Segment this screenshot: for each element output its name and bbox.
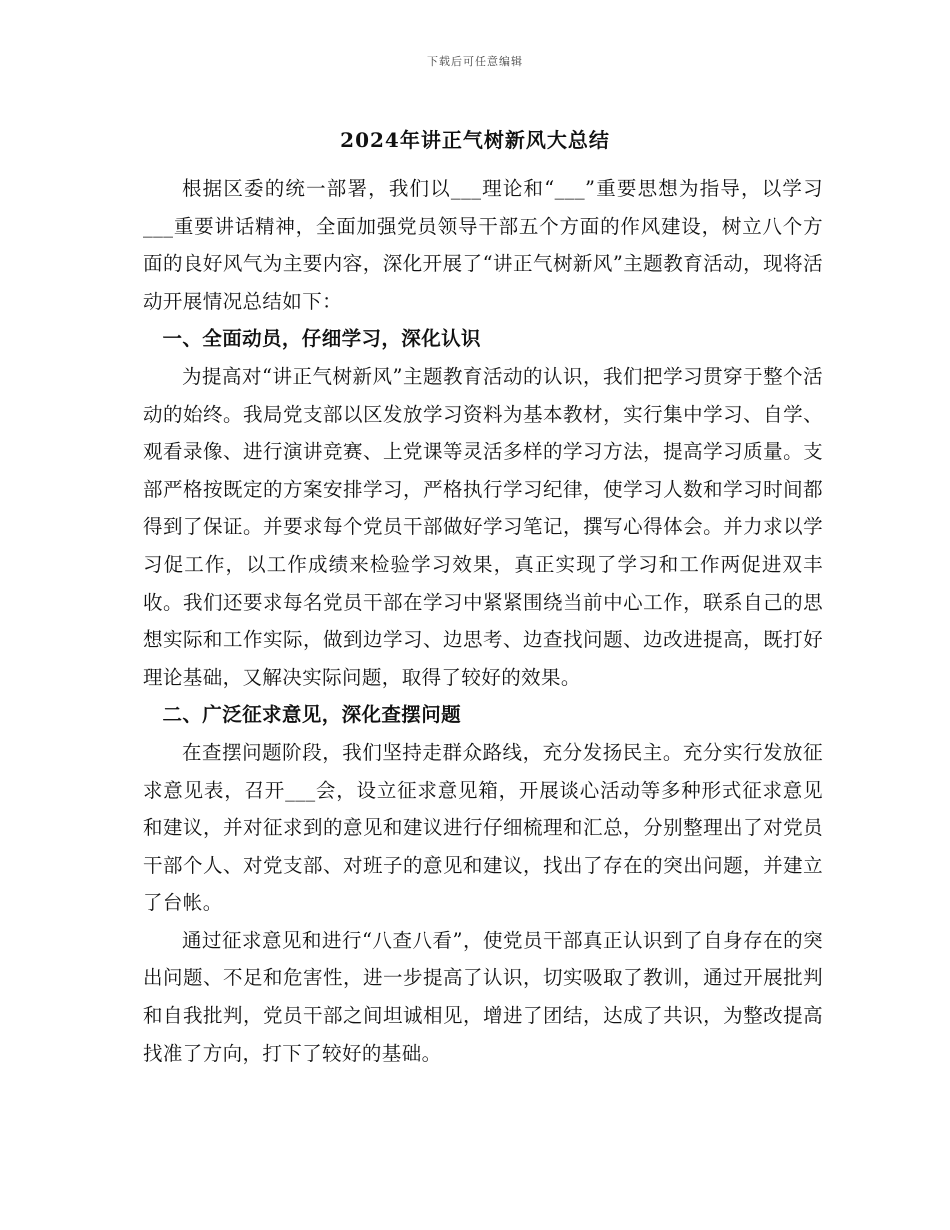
document-body bbox=[143, 170, 823, 1072]
section-2-heading: 二、广泛征求意见，深化查摆问题 bbox=[162, 703, 462, 727]
section-2-paragraph-2: 通过征求意见和进行“八查八看”，使党员干部真正认识到了自身存在的突出问题、不足和危害性，进一步提高了认识，切实吸取了教训，通过开展批判和自我批判，党员干部之间坦诚相见，增进了团结，达成了共识，为整改提高找准了方向，打下了较好的基础。 bbox=[143, 928, 823, 1065]
section-1-paragraph-1: 为提高对“讲正气树新风”主题教育活动的认识，我们把学习贯穿于整个活动的始终。我局党支部以区发放学习资料为基本教材，实行集中学习、自学、观看录像、进行演讲竞赛、上党课等灵活多样的学习方法，提高学习质量。支部严格按既定的方案安排学习，严格执行学习纪律，使学习人数和学习时间都得到了保证。并要求每个党员干部做好学习笔记，撰写心得体会。并力求以学习促工作，以工作成绩来检验学习效果，真正实现了学习和工作两促进双丰收。我们还要求每名党员干部在学习中紧紧围绕当前中心工作，联系自己的思想实际和工作实际，做到边学习、边思考、边查找问题、边改进提高，既打好理论基础，又解决实际问题，取得了较好的效果。 bbox=[143, 364, 823, 689]
header-note: 下载后可任意编辑 bbox=[427, 55, 523, 68]
document-title: 2024年讲正气树新风大总结 bbox=[340, 128, 610, 152]
section-2-paragraph-1: 在查摆问题阶段，我们坚持走群众路线，充分发扬民主。充分实行发放征求意见表，召开___会，设立征求意见箱，开展谈心活动等多种形式征求意见和建议，并对征求到的意见和建议进行仔细梳理和汇总，分别整理出了对党员干部个人、对党支部、对班子的意见和建议，找出了存在的突出问题，并建立了台帐。 bbox=[143, 740, 823, 915]
section-1-heading: 一、全面动员，仔细学习，深化认识 bbox=[162, 327, 481, 351]
intro-paragraph: 根据区委的统一部署，我们以___理论和“___”重要思想为指导，以学习___重要讲话精神，全面加强党员领导干部五个方面的作风建设，树立八个方面的良好风气为主要内容，深化开展了“讲正气树新风”主题教育活动，现将活动开展情况总结如下： bbox=[143, 177, 823, 313]
